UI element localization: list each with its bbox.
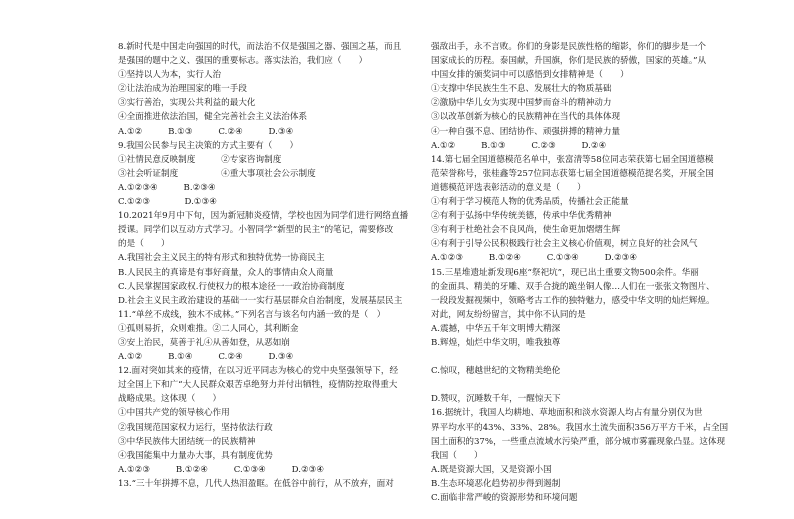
q15-stem-line1: 15.三星堆遗址新发现6座“祭祀坑”，现已出土重要文物500余件。华丽 <box>431 267 699 278</box>
q12-option-2: ②我国规范国家权力运行，坚持依法行政 <box>118 422 273 433</box>
q10-choice-d: D.社会主义民主政治建设的基础一一实行基层群众自治制度，发展基层民主 <box>118 295 403 306</box>
q13-stem-line4: 中国女排的颁奖词中可以感悟到女排精神是（ ） <box>431 70 629 81</box>
q15-choice-d: D.赞叹，沉睡数千年，一醒惊天下 <box>431 394 561 405</box>
q9-choices-row2: C.①②③ D.①③④ <box>118 197 217 208</box>
q16-stem-line2: 界平均水平的43%、33%、28%。我国水土流失面积356万平方千米，占全国 <box>431 422 729 433</box>
q15-stem-line3: 一段段发掘视频中，领略考古工作的独特魅力，感受中华文明的灿烂辉煌。 <box>431 295 715 306</box>
q9-choices-row1: A.①②③④ B.②③④ <box>118 182 216 193</box>
q8-option-3: ③实行善治，实现公共利益的最大化 <box>118 98 256 109</box>
blank-line <box>431 350 731 364</box>
q12-option-1: ①中国共产党的领导核心作用 <box>118 408 230 419</box>
q8-stem-line2: 是强国的题中之义、强国的重要标志。落实法治，我们应（ ） <box>118 56 368 67</box>
q10-stem-line1: 10.2021年9月中下旬，因为新冠肺炎疫情，学校也因为同学们进行网络直播 <box>118 211 409 222</box>
q11-choices: A.①② B.①④ C.②④ D.③④ <box>118 352 294 363</box>
q13-choices: A.①② B.①③ C.②③ D.②④ <box>431 140 607 151</box>
q10-stem-line3: 的是（ ） <box>118 239 170 250</box>
q10-stem-line2: 授课。同学们以互动方式学习。小智同学“新型的民主”的笔记，需要修改 <box>118 225 394 236</box>
q13-stem-line2: 强敌出手，永不言败。你们的身影是民族性格的缩影，你们的脚步是一个 <box>431 42 707 52</box>
q16-choice-a: A.既是资源大国，又是资源小国 <box>431 464 552 475</box>
q16-stem-line4: 我国（ ） <box>431 450 483 461</box>
q16-stem-line1: 16.据统计，我国人均耕地、草地面积和淡水资源人均占有量分别仅为世 <box>431 408 703 419</box>
q15-stem-line4: 对此，网友纷纷留言，其中你不认同的是 <box>431 309 586 320</box>
q16-choice-b: B.生态环境恶化趋势初步得到遏制 <box>431 478 561 489</box>
blank-line <box>431 378 731 392</box>
q15-choice-a: A.震撼，中华五千年文明博大精深 <box>431 323 561 334</box>
q14-option-2: ②有利于弘扬中华传统美德，传承中华优秀精神 <box>431 211 612 222</box>
q14-stem-line2: 范荣誉称号，张桂鑫等257位同志获第七届全国道德模范提名奖，开展全国 <box>431 168 714 179</box>
q12-option-4: ④我国能集中力量办大事，具有制度优势 <box>118 450 273 461</box>
q12-stem-line2: 过全国上下和广“大人民群众艰苦卓绝努力并付出牺牲，疫情防控取得重大 <box>118 380 398 391</box>
q16-choice-c: C.面临非常严峻的资源形势和环境问题 <box>431 493 578 503</box>
q10-choice-a: A.我国社会主义民主的特有形式和独特优势一协商民主 <box>118 253 325 264</box>
q12-stem-line3: 战略成果。这体现（ ） <box>118 394 222 405</box>
q14-option-4: ④有利于引导公民积极践行社会主义核心价值观，树立良好的社会风气 <box>431 239 698 250</box>
q15-choice-b: B.辉煌，灿烂中华文明，唯我独尊 <box>431 337 561 348</box>
q16-stem-line3: 国土面积的37%，一些重点流域水污染严重，部分城市雾霾现象凸显。这体现 <box>431 436 726 447</box>
q8-choices: A.①② B.①③ C.②④ D.③④ <box>118 126 294 137</box>
q9-stem: 9.我国公民参与民主决策的方式主要有（ ） <box>118 140 299 151</box>
q15-choice-c: C.惊叹，穗越世纪的文物精美绝伦 <box>431 366 561 377</box>
q12-option-3: ③中华民族伟大团结统一的民族精神 <box>118 436 256 447</box>
left-column <box>118 40 418 491</box>
q11-options-row2: ③安上治民，莫善于礼④从善如登，从恶如崩 <box>118 337 290 348</box>
q13-stem-line1: 13.“三十年拼搏不息，几代人热泪盈眶。在低谷中前行，从不放弃，面对 <box>118 478 394 489</box>
q13-option-2: ②激励中华儿女为实现中国梦而奋斗的精神动力 <box>431 98 612 109</box>
q11-options-row1: ①孤则易折，众则难推。②二人同心，其利断金 <box>118 323 299 334</box>
q8-option-4: ④全面推进依法治国，健全完善社会主义法治体系 <box>118 112 308 123</box>
q12-stem-line1: 12.面对突如其来的疫情，在以习近平同志为核心的党中央坚强领导下，经 <box>118 366 399 377</box>
q14-choices: A.①②③ B.①②④ C.①③④ D.②③④ <box>431 253 638 264</box>
q13-option-3: ③以改革创新为核心的民族精神在当代的具体体现 <box>431 112 621 123</box>
q8-option-1: ①坚持以人为本，实行人治 <box>118 70 222 81</box>
q8-option-2: ②让法治成为治理国家的唯一手段 <box>118 84 247 95</box>
q14-option-3: ③有利于杜绝社会不良风尚，使生命更加熠熠生辉 <box>431 225 621 236</box>
q12-choices: A.①②③ B.①②④ C.①③④ D.②③④ <box>118 464 325 475</box>
q14-stem-line3: 道德模范评选表彰活动的意义是（ ） <box>431 182 586 193</box>
q14-stem-line1: 14.第七届全国道德模范名单中，张富清等58位同志荣获第七届全国道德模 <box>431 154 714 165</box>
q10-choice-b: B.人民民主的真谛是有事好商量，众人的事情由众人商量 <box>118 267 334 278</box>
q11-stem: 11.“单丝不成线，独木不成林。”下列名言与该名句内涵一致的是（ ） <box>118 309 386 320</box>
right-column <box>431 40 731 505</box>
q13-option-4: ④一种自强不息、团结协作、顽强拼搏的精神力量 <box>431 126 621 137</box>
q10-choice-c: C.人民掌握国家政权.行使权力的根本途径一一政治协商制度 <box>118 281 345 292</box>
q13-option-1: ①支撑中华民族生生不息、发展壮大的物质基础 <box>431 84 612 95</box>
q15-stem-line2: 的金面具、精美的牙雕、双手合拢的跪坐铜人像…人们在一张张文物图片、 <box>431 281 715 292</box>
q9-options-row1: ①社情民意反映制度 ②专家咨询制度 <box>118 154 282 165</box>
q14-option-1: ①有利于学习模范人物的优秀品质，传播社会正能量 <box>431 197 629 208</box>
q9-options-row2: ③社会听证制度 ④重大事项社会公示制度 <box>118 168 316 179</box>
q13-stem-line3: 国家成长的历程。泰国献，升国旗，你们是民族的骄傲，国家的英雄。”从 <box>431 56 707 67</box>
q8-stem-line1: 8.新时代是中国走向强国的时代，而法治不仅是强国之器、强国之基，而且 <box>118 42 402 52</box>
